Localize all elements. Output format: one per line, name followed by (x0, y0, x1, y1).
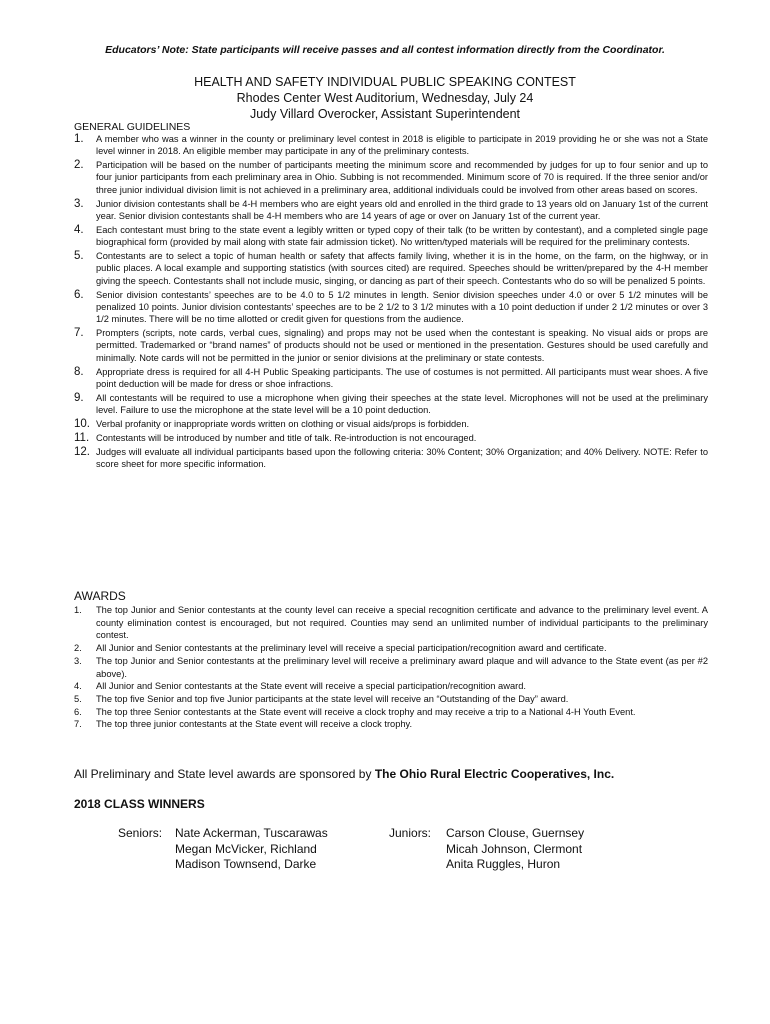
guideline-item-number: 10. (74, 417, 90, 430)
awards-list (74, 604, 708, 731)
guideline-item (74, 366, 708, 391)
guideline-item (74, 418, 708, 430)
guideline-item-number: 5. (74, 250, 84, 263)
guideline-item-number: 9. (74, 391, 84, 404)
sponsor-prefix: All Preliminary and State level awards are sponsored by (74, 767, 375, 781)
sponsor-name: The Ohio Rural Electric Cooperatives, Inc. (374, 767, 615, 781)
juniors-label: Juniors: (389, 826, 432, 840)
junior-winner: Carson Clouse, Guernsey (446, 826, 585, 840)
guideline-item (74, 159, 708, 196)
award-item-text: All Junior and Senior contestants at the State event will receive a special participation/recognition award. (96, 681, 526, 692)
general-guidelines-heading: GENERAL GUIDELINES (74, 121, 191, 133)
senior-winner: Nate Ackerman, Tuscarawas (175, 826, 328, 840)
award-item-number: 1. (74, 605, 82, 615)
award-item-text: The top Junior and Senior contestants at the preliminary level will receive a preliminary award plaque and will advance to the State event (as per #2 above). (96, 655, 708, 679)
award-item-number: 2. (74, 643, 82, 654)
guideline-item-text: Appropriate dress is required for all 4-H Public Speaking participants. The use of costumes is not permitted. All participants must wear shoes. A five point deduction will be made for dress or shoe infractions. (96, 366, 708, 389)
winners-heading: 2018 CLASS WINNERS (74, 797, 205, 811)
guideline-item-number: 8. (74, 365, 84, 378)
awards-heading: AWARDS (74, 589, 126, 603)
guideline-item-text: Each contestant must bring to the state event a legibly written or typed copy of their talk (to be written by contestant), and a completed single page biographical form (provided by mail along with state fair admission ticket). No written/typed materials will be required for the preliminary contests. (96, 224, 708, 248)
guideline-item-text: Senior division contestants’ speeches are to be 4.0 to 5 1/2 minutes in length. Senior division speeches under 4.0 or over 5 1/2 minutes will be penalized 10 points. Junior division contestants’ speeches are to be 2 1/2 to 3 1/2 minutes with a 10 point deduction if under 2 1/2 minutes or over 3 1/2 minutes. There will be no time allotted or credit given for questions from the audience. (96, 289, 708, 325)
guideline-item-number: 2. (74, 159, 84, 172)
award-item-number: 7. (74, 719, 82, 730)
senior-winner: Madison Townsend, Darke (175, 857, 317, 871)
award-item (74, 604, 708, 642)
guideline-item-text: Participation will be based on the number of participants meeting the minimum score and recommended by judges for up to four senior and up to four junior participants from each preliminary area in Ohio. Subbing is not recommended. Minimum score of 70 is required. If the three senior and/or three junior individual division limit is not achieved in a preliminary area, additional individuals could be involved from other areas based on scores. (96, 160, 708, 195)
guideline-item (74, 432, 708, 444)
award-item-text: The top three Senior contestants at the State event will receive a clock trophy and may receive a trip to a National 4-H Youth Event. (96, 706, 636, 717)
guideline-item-number: 1. (74, 133, 84, 145)
award-item-text: All Junior and Senior contestants at the preliminary level will receive a special participation/recognition award and certificate. (96, 643, 607, 654)
contest-superintendent: Judy Villard Overocker, Assistant Superintendent (249, 107, 521, 121)
guideline-item-number: 3. (74, 197, 84, 210)
junior-winner: Anita Ruggles, Huron (446, 857, 561, 871)
award-item (74, 706, 708, 719)
contest-header (0, 74, 770, 122)
guideline-item (74, 446, 708, 471)
award-item (74, 642, 708, 655)
guideline-item (74, 392, 708, 417)
award-item-number: 6. (74, 706, 82, 717)
award-item (74, 718, 708, 731)
guideline-item-number: 7. (74, 327, 84, 340)
guideline-item-text: Judges will evaluate all individual participants based upon the following criteria: 30% Content; 30% Organization; and 40% Delivery. NOTE: Refer to score sheet for more specific information. (96, 446, 708, 469)
contest-venue: Rhodes Center West Auditorium, Wednesday, July 24 (236, 91, 534, 105)
guideline-item-number: 11. (74, 431, 90, 444)
guideline-item (74, 133, 708, 158)
guideline-item-text: Contestants are to select a topic of human health or safety that affects family living, whether it is in the home, on the farm, on the highway, or in public places. A local example and supporting statistics (with sources cited) are required. Speeches should be written/prepared by the 4-H member giving the speech. Contestants shall not include music, singing, or dancing as part of their speech. Contestants who do so will be penalized 5 points. (96, 251, 708, 286)
guideline-item-text: Verbal profanity or inappropriate words written on clothing or visual aids/props is forbidden. (96, 418, 470, 429)
guideline-item-number: 6. (74, 288, 84, 301)
guideline-item (74, 198, 708, 223)
sponsor-line (74, 767, 614, 782)
guideline-item-text: Contestants will be introduced by number and title of talk. Re-introduction is not encouraged. (96, 432, 477, 443)
guideline-item-number: 4. (74, 223, 84, 236)
guideline-item-text: All contestants will be required to use a microphone when giving their speeches at the state level. Microphones will not be used at the preliminary level. Failure to use the microphone at the state level will be a 10 point deduction. (96, 392, 708, 415)
seniors-list (175, 826, 328, 873)
guideline-item-number: 12. (74, 445, 90, 458)
award-item-text: The top Junior and Senior contestants at the county level can receive a special recognition certificate and advance to the preliminary level event. A county elimination contest is encouraged, but not required. Counties may send an unlimited number of individual participants to the preliminary contest. (96, 605, 708, 641)
seniors-label: Seniors: (118, 826, 163, 840)
guideline-item-text: Prompters (scripts, note cards, verbal cues, signaling) and props may not be used when the contestant is speaking. No visual aids or props are permitted. Trademarked or “brand names” of products should not be used or mentioned in the presentation. Gestures should be used carefully and minimally. Note cards will not be permitted in the junior or senior divisions at the preliminary or state contests. (96, 328, 708, 363)
juniors-list (446, 826, 584, 873)
contest-title: HEALTH AND SAFETY INDIVIDUAL PUBLIC SPEAKING CONTEST (194, 75, 576, 89)
senior-winner: Megan McVicker, Richland (175, 841, 317, 856)
guideline-item-text: Junior division contestants shall be 4-H members who are eight years old and enrolled in the third grade to 13 years old on January 1st of the current year. Senior division contestants shall be 4-H members who are 14 years of age or over on January 1st of the current year. (96, 198, 708, 221)
award-item-text: The top three junior contestants at the State event will receive a clock trophy. (96, 719, 413, 730)
award-item-number: 4. (74, 681, 82, 692)
educators-note: Educators’ Note: State participants will receive passes and all contest information directly from the Coordinator. (105, 44, 665, 56)
award-item (74, 655, 708, 680)
guideline-item-text: A member who was a winner in the county or preliminary level contest in 2018 is eligible to participate in 2019 providing he or she was not a State level winner in 2018. An eligible member may participate in any of the preliminary contests. (96, 134, 708, 157)
award-item (74, 680, 708, 693)
guideline-item (74, 224, 708, 249)
guideline-item (74, 327, 708, 364)
junior-winner: Micah Johnson, Clermont (446, 841, 583, 856)
award-item-text: The top five Senior and top five Junior participants at the state level will receive an “Outstanding of the Day” award. (96, 693, 569, 704)
award-item-number: 5. (74, 693, 82, 704)
award-item-number: 3. (74, 655, 82, 666)
guideline-item (74, 289, 708, 326)
general-guidelines-list (74, 133, 708, 472)
guideline-item (74, 250, 708, 287)
award-item (74, 693, 708, 706)
